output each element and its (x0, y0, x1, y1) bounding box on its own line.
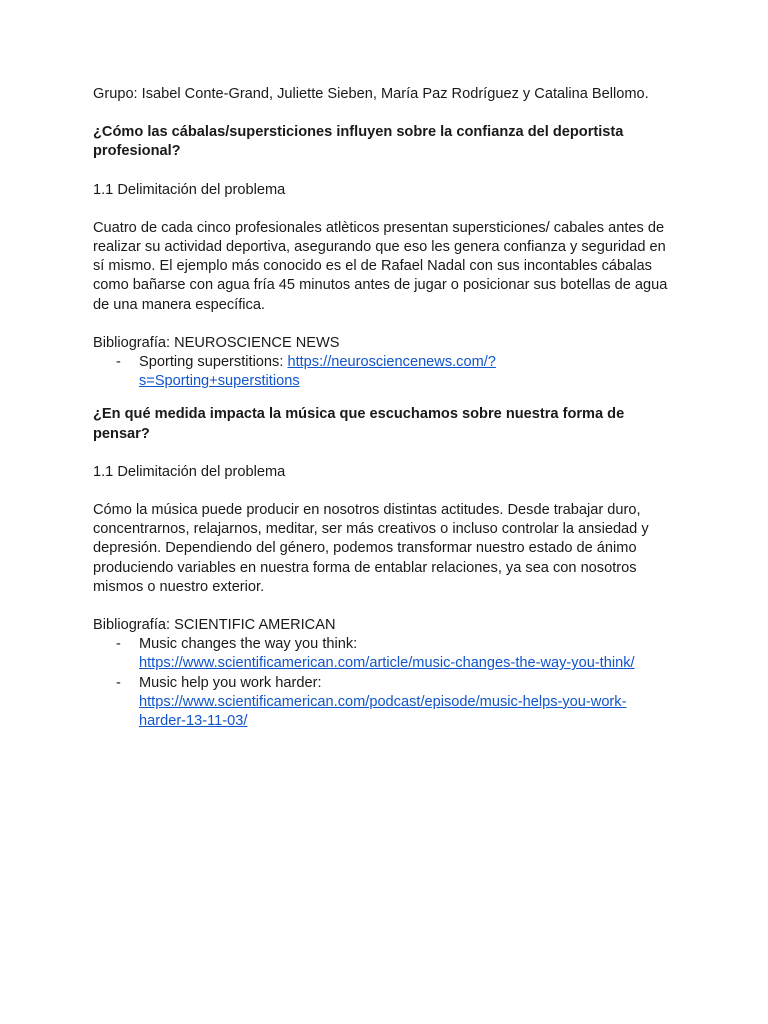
reference-item-music-changes (93, 635, 678, 673)
section-1-body: Cuatro de cada cinco profesionales atlèticos presentan supersticiones/ cabales antes de realizar su actividad deportiva, asegurando que eso les genera confianza y seguridad en sí mismo. El ejemplo más conocido es el de Rafael Nadal con sus incontables cábalas como bañarse con agua fría 45 minutos antes de jugar o posicionar sus botellas de agua de una manera específica. (93, 219, 668, 313)
list-dash: - (116, 354, 121, 371)
list-dash: - (116, 674, 121, 691)
section-2-body: Cómo la música puede producir en nosotros distintas actitudes. Desde trabajar duro, concentrarnos, relajarnos, meditar, ser más creativos o incluso controlar la ansiedad y depresión. Dependiendo del género, podemos transformar nuestro estado de ánimo produciendo variables en nuestra forma de entablar relaciones, ya sea con nosotros mismos o nuestro exterior. (93, 502, 649, 595)
reference-item-sporting-superstitions (93, 353, 678, 391)
section-2-subheading: 1.1 Delimitación del problema (93, 463, 286, 480)
research-question-2: ¿En qué medida impacta la música que escuchamos sobre nuestra forma de pensar? (93, 406, 625, 442)
reference-item-music-work-harder (93, 674, 678, 732)
section-1-bibliography-label: Bibliografía: NEUROSCIENCE NEWS (93, 334, 340, 351)
section-2-reference-list (93, 635, 678, 731)
research-question-1: ¿Cómo las cábalas/supersticiones influyen sobre la confianza del deportista profesional? (93, 124, 624, 160)
reference-label: Music changes the way you think: (139, 636, 358, 653)
section-1-subheading: 1.1 Delimitación del problema (93, 181, 286, 198)
reference-link[interactable]: https://neurosciencenews.com/? s=Sporting+superstitions (139, 354, 496, 390)
reference-link[interactable]: https://www.scientificamerican.com/podcast/episode/music-helps-you-work- harder-13-11-03/ (139, 693, 627, 730)
list-dash: - (116, 636, 121, 653)
reference-label: Music help you work harder: (139, 674, 322, 691)
section-2-bibliography-label: Bibliografía: SCIENTIFIC AMERICAN (93, 617, 336, 634)
reference-label: Sporting superstitions: (139, 354, 288, 371)
section-1-reference-list (93, 353, 678, 391)
group-members-line: Grupo: Isabel Conte-Grand, Juliette Sieben, María Paz Rodríguez y Catalina Bellomo. (93, 86, 649, 102)
reference-link[interactable]: https://www.scientificamerican.com/article/music-changes-the-way-you-think/ (139, 655, 635, 672)
